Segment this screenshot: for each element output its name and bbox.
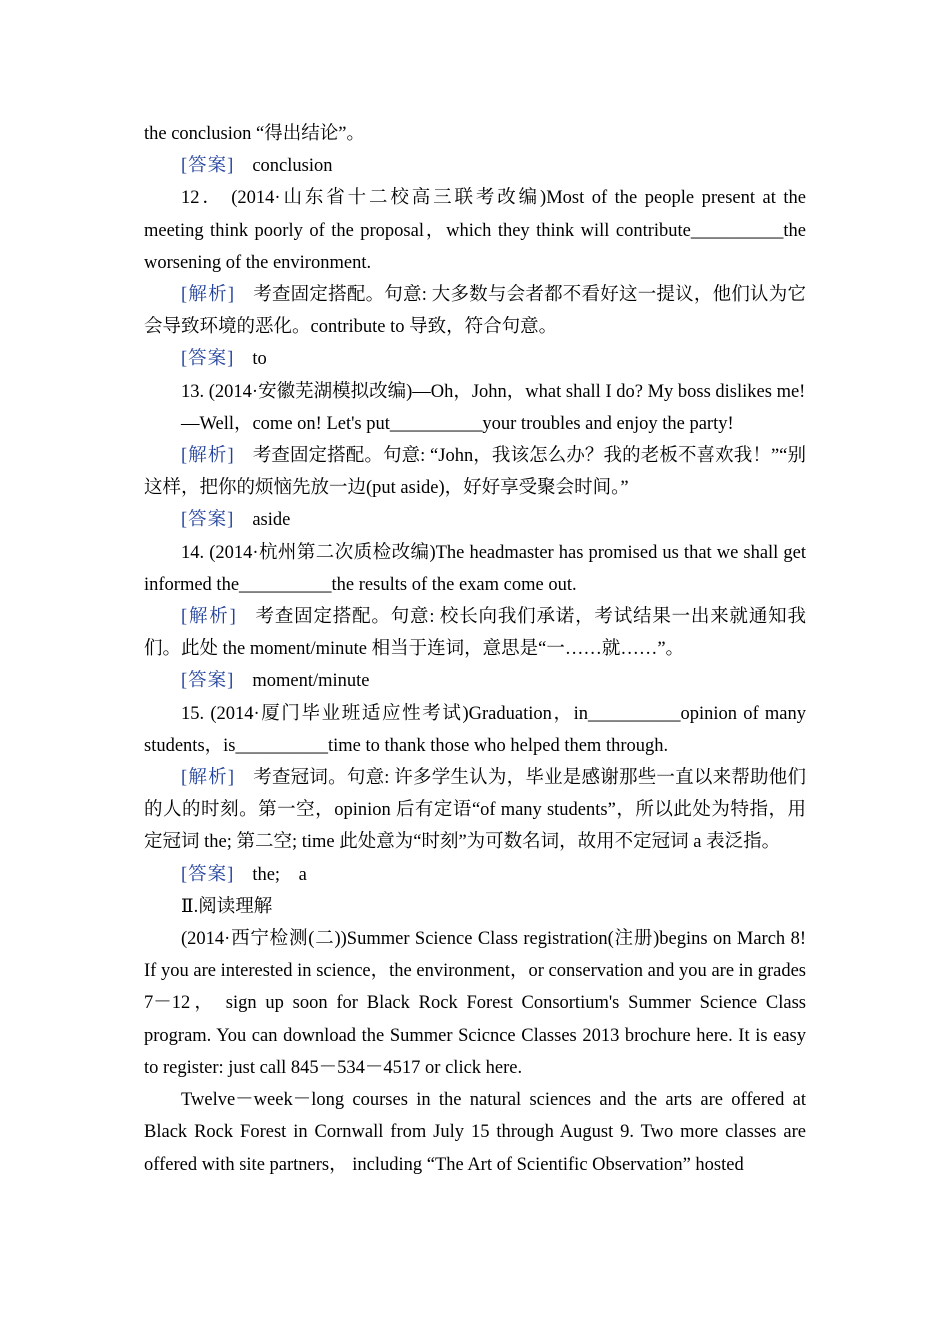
analysis-text: 考查固定搭配。句意: 校长向我们承诺，考试结果一出来就通知我们。此处 the moment/minute 相当于连词，意思是“一……就……”。	[144, 607, 806, 660]
answer-tag: [答案]	[181, 349, 235, 370]
answer-15	[144, 859, 806, 891]
answer-text: to	[252, 349, 267, 370]
answer-text: moment/minute	[252, 671, 370, 692]
answer-tag: [答案]	[181, 864, 235, 885]
analysis-text: 考查固定搭配。句意: 大多数与会者都不看好这一提议，他们认为它会导致环境的恶化。contribute to 导致，符合句意。	[144, 285, 806, 338]
analysis-12	[144, 279, 806, 343]
answer-text: the; a	[252, 864, 307, 885]
answer-12	[144, 343, 806, 375]
analysis-13	[144, 440, 806, 504]
analysis-tag: [解析]	[181, 607, 237, 628]
answer-text: conclusion	[252, 156, 333, 177]
reading-paragraph: Twelve－week－long courses in the natural sciences and the arts are offered at Black Rock Forest in Cornwall from July 15 through August 9. Two more classes are offered with site partners， including “The Art of Scientific Observation” hosted	[144, 1090, 806, 1175]
question-14: 14. (2014·杭州第二次质检改编)The headmaster has promised us that we shall get informed the__________the results of the exam come out.	[144, 542, 806, 595]
answer-14	[144, 665, 806, 697]
analysis-tag: [解析]	[181, 285, 235, 306]
analysis-tag: [解析]	[181, 768, 235, 789]
document-page	[144, 118, 806, 1181]
analysis-text: 考查冠词。句意: 许多学生认为，毕业是感谢那些一直以来帮助他们的人的时刻。第一空，opinion 后有定语“of many students”，所以此处为特指，用定冠词 the; 第二空; time 此处意为“时刻”为可数名词，故用不定冠词 a 表泛指。	[144, 768, 806, 853]
answer-13	[144, 504, 806, 536]
answer-tag: [答案]	[181, 510, 235, 531]
analysis-15	[144, 762, 806, 859]
question-13: 13. (2014·安徽芜湖模拟改编)—Oh，John，what shall I do? My boss dislikes me!	[181, 381, 806, 402]
reading-paragraph: (2014·西宁检测(二))Summer Science Class registration(注册)begins on March 8! If you are interested in science，the environment，or conservation and you are in grades 7－12， sign up soon for Black Rock Forest Consortium's Summer Science Class program. You can download the Summer Scicnce Classes 2013 brochure here. It is easy to register: just call 845－534－4517 or click here.	[144, 929, 806, 1078]
answer-text: aside	[252, 510, 291, 531]
question-13-reply: —Well，come on! Let's put__________your troubles and enjoy the party!	[181, 413, 734, 434]
analysis-tag: [解析]	[181, 446, 235, 467]
question-12: 12． (2014·山东省十二校高三联考改编)Most of the people present at the meeting think poorly of the proposal，which they think will contribute__________the worsening of the environment.	[144, 188, 806, 273]
answer-tag: [答案]	[181, 671, 235, 692]
question-15: 15. (2014·厦门毕业班适应性考试)Graduation，in__________opinion of many students，is__________time to thank those who helped them through.	[144, 703, 806, 756]
analysis-text: 考查固定搭配。句意: “John，我该怎么办？我的老板不喜欢我！”“别这样，把你的烦恼先放一边(put aside)，好好享受聚会时间。”	[144, 446, 806, 499]
text-line: the conclusion “得出结论”。	[144, 124, 365, 144]
answer-line	[144, 150, 806, 182]
analysis-14	[144, 601, 806, 665]
answer-tag: [答案]	[181, 156, 235, 177]
section-heading: Ⅱ.阅读理解	[181, 896, 273, 917]
